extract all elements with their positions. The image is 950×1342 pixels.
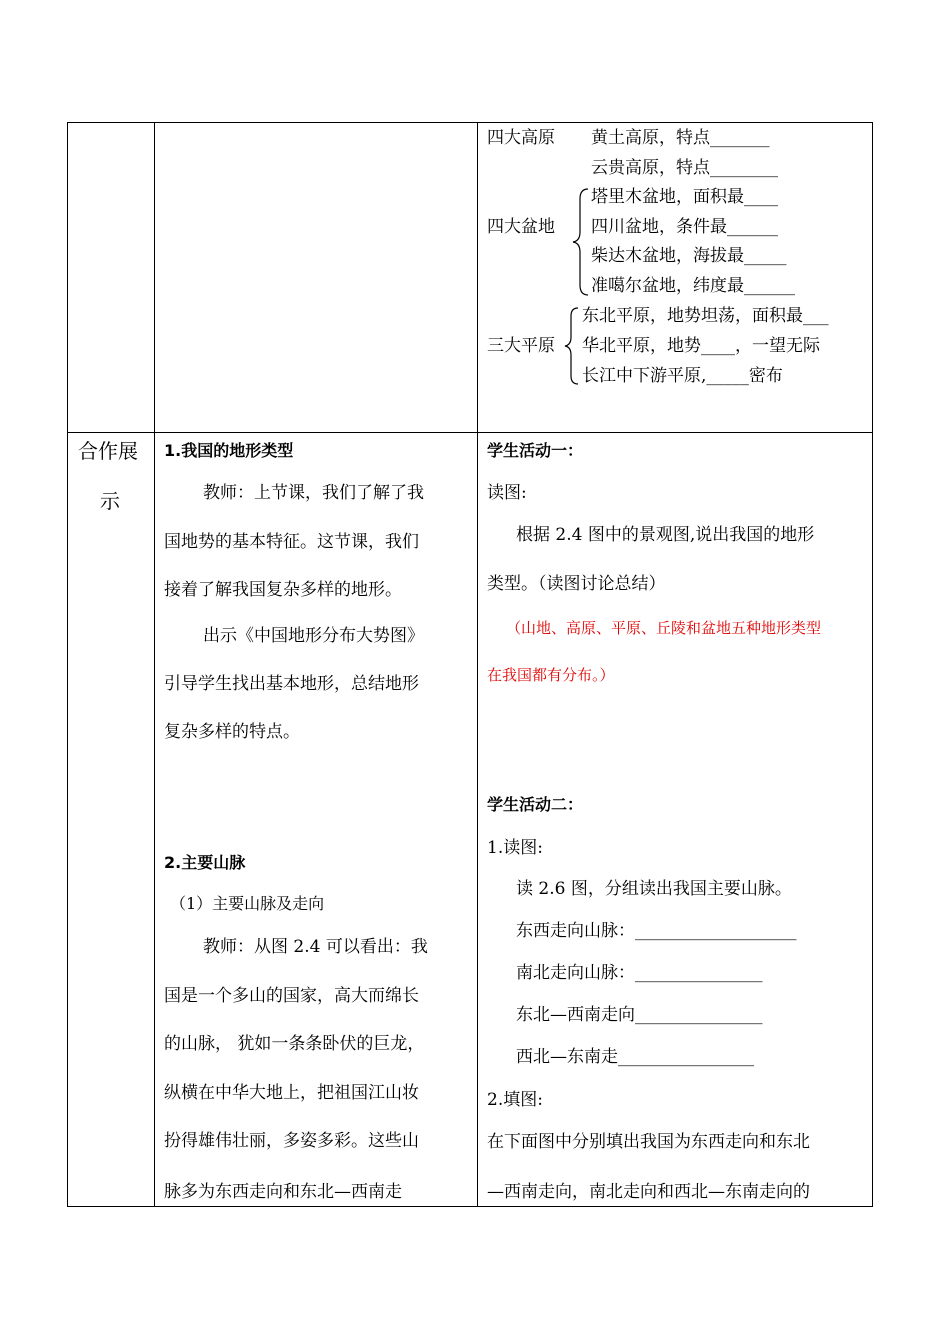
basin-item: 塔里木盆地，面积最____ bbox=[591, 187, 778, 207]
teacher-text: 引导学生找出基本地形，总结地形 bbox=[164, 674, 419, 694]
student-text: 在下面图中分别填出我国为东西走向和东北 bbox=[487, 1132, 810, 1152]
teacher-heading: 1.我国的地形类型 bbox=[164, 441, 294, 460]
plateau-item: 云贵高原，特点________ bbox=[591, 158, 778, 178]
column-divider-1 bbox=[154, 123, 155, 1206]
teacher-text: 纵横在中华大地上，把祖国江山妆 bbox=[164, 1083, 419, 1103]
student-text: 读 2.6 图，分组读出我国主要山脉。 bbox=[516, 879, 792, 899]
teacher-text: 出示《中国地形分布大势图》 bbox=[203, 626, 424, 646]
plain-item: 长江中下游平原,_____密布 bbox=[582, 366, 783, 386]
student-text: 根据 2.4 图中的景观图,说出我国的地形 bbox=[516, 525, 815, 545]
basin-item: 柴达木盆地，海拔最_____ bbox=[591, 246, 787, 266]
student-text: —西南走向，南北走向和西北—东南走向的 bbox=[487, 1182, 810, 1202]
answer-text: （山地、高原、平原、丘陵和盆地五种地形类型 bbox=[506, 619, 822, 637]
teacher-text: 国地势的基本特征。这节课，我们 bbox=[164, 532, 419, 552]
teacher-text: 扮得雄伟壮丽，多姿多彩。这些山 bbox=[164, 1131, 419, 1151]
plain-item: 东北平原，地势坦荡，面积最___ bbox=[582, 306, 829, 326]
activity-title: 学生活动二： bbox=[487, 795, 584, 814]
teacher-heading: 2.主要山脉 bbox=[164, 853, 246, 872]
answer-text: 在我国都有分布。） bbox=[487, 666, 615, 684]
teacher-text: 脉多为东西走向和东北—西南走 bbox=[164, 1182, 402, 1202]
plateau-item: 黄土高原，特点_______ bbox=[591, 128, 770, 148]
basins-label: 四大盆地 bbox=[487, 217, 555, 237]
row-divider bbox=[68, 432, 872, 433]
teacher-text: 教师：从图 2.4 可以看出：我 bbox=[203, 937, 428, 957]
blank-line: 西北—东南走________________ bbox=[516, 1047, 754, 1067]
blank-line: 南北走向山脉：_______________ bbox=[516, 963, 763, 983]
brace-icon bbox=[562, 306, 582, 386]
basin-item: 准噶尔盆地，纬度最______ bbox=[591, 276, 795, 296]
brace-icon bbox=[570, 187, 592, 297]
student-text: 类型。（读图讨论总结） bbox=[487, 574, 666, 594]
section-label: 示 bbox=[100, 489, 120, 513]
activity-title: 学生活动一： bbox=[487, 441, 584, 460]
blank-line: 东西走向山脉：___________________ bbox=[516, 921, 797, 941]
plains-label: 三大平原 bbox=[487, 336, 555, 356]
teacher-text: 国是一个多山的国家，高大而绵长 bbox=[164, 986, 419, 1006]
plateaus-label: 四大高原 bbox=[487, 128, 555, 148]
section-label: 合作展 bbox=[78, 439, 138, 463]
basin-item: 四川盆地，条件最______ bbox=[591, 217, 778, 237]
teacher-text: 复杂多样的特点。 bbox=[164, 722, 300, 742]
teacher-subheading: （1）主要山脉及走向 bbox=[170, 894, 325, 913]
teacher-text: 教师：上节课，我们了解了我 bbox=[203, 483, 424, 503]
teacher-text: 接着了解我国复杂多样的地形。 bbox=[164, 580, 402, 600]
column-divider-2 bbox=[477, 123, 478, 1206]
blank-line: 东北—西南走向_______________ bbox=[516, 1005, 763, 1025]
student-text: 读图: bbox=[487, 483, 527, 503]
plain-item: 华北平原，地势____，一望无际 bbox=[582, 336, 820, 356]
student-text: 1.读图: bbox=[487, 838, 543, 858]
teacher-text: 的山脉， 犹如一条条卧伏的巨龙， bbox=[164, 1034, 425, 1054]
student-text: 2.填图: bbox=[487, 1090, 543, 1110]
